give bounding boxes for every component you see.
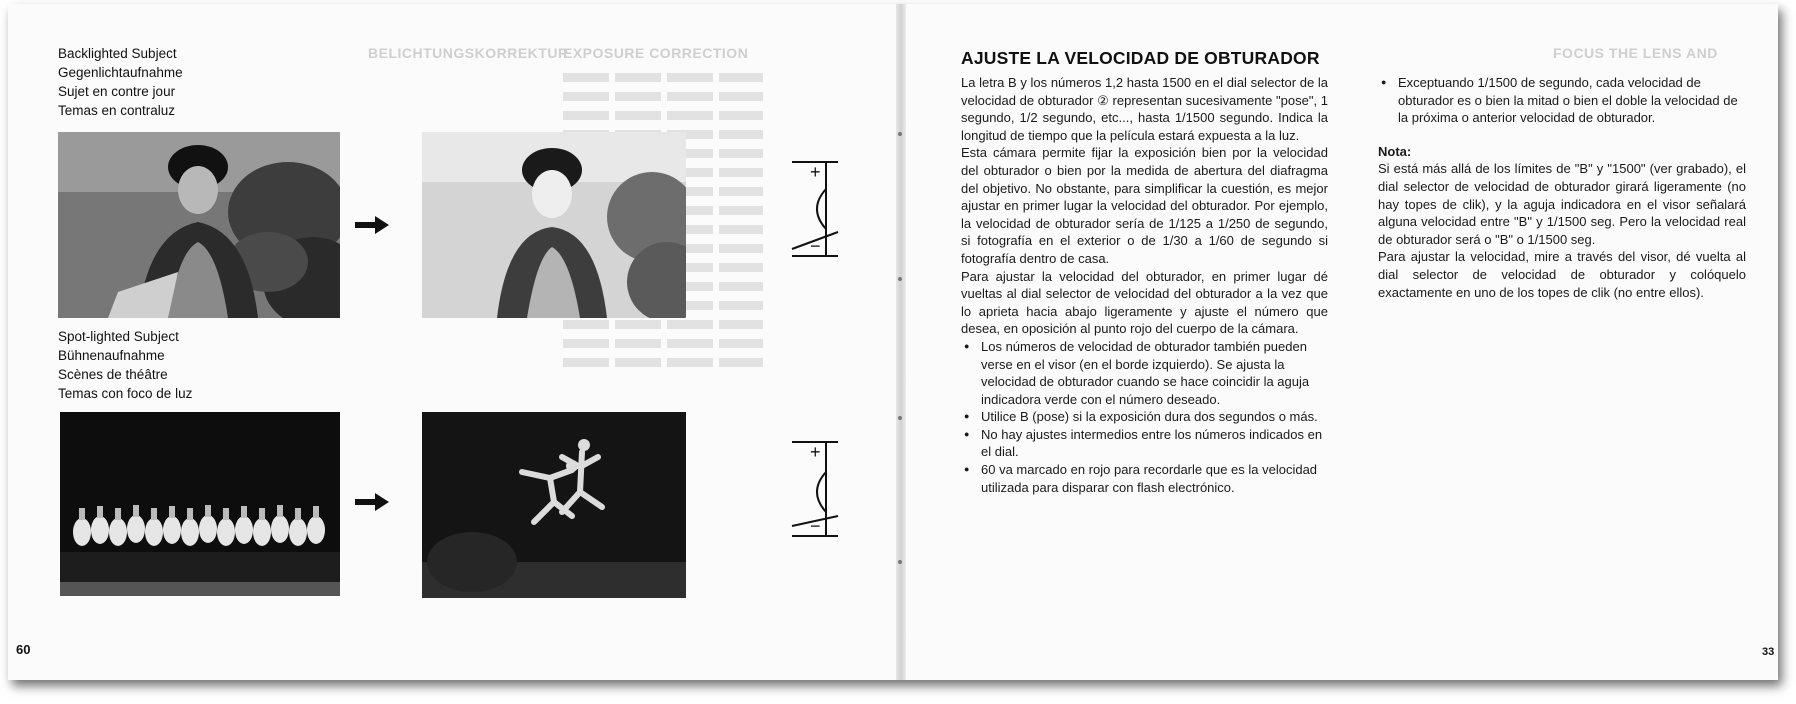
list-item: ● No hay ajustes intermedios entre los números indicados en el dial. (961, 426, 1328, 461)
caption-spot-lighted: Spot-lighted Subject Bühnenaufnahme Scènes de théâtre Temas con foco de luz (58, 329, 193, 401)
binding-dot (898, 416, 902, 420)
paragraph: La letra B y los números 1,2 hasta 1500 en el dial selector de la velocidad de obturador ② representan sucesivamente "pose", 1 segundo, 1/2 segundo, etc..., hasta 1/1500 segundo. Indica la longitud de tiempo que la película estará expuesta a la luz. (961, 75, 1328, 143)
note-label: Nota: (1378, 143, 1412, 159)
paragraph: Esta cámara permite fijar la exposición bien por la velocidad del obturador o bien por la medida de abertura del diafragma del objetivo. No obstante, para simplificar la cuestión, es mejor ajustar en primer lugar la velocidad del obturador. Por ejemplo, la velocidad de obturador sería de 1/125 a 1/250 de segundo, si fotografía en el exterior o de 1/30 a 1/60 de segundo si fotografía dentro de casa. (961, 145, 1328, 266)
plus-symbol: + (810, 162, 821, 182)
book-spread (8, 4, 1778, 680)
ghost-heading: FOCUS THE LENS AND (1553, 45, 1718, 61)
book-gutter (896, 4, 906, 680)
arrow-right-icon (353, 491, 391, 513)
ghost-heading: BELICHTUNGSKORREKTUR (368, 45, 569, 61)
bullet-list (961, 338, 1328, 496)
caption-backlighted: Backlighted Subject Gegenlichtaufnahme Sujet en contre jour Temas en contraluz (58, 46, 183, 118)
bleed-through-text (368, 44, 569, 63)
stage-photo-after (422, 412, 686, 598)
note-text: Si está más allá de los límites de "B" y "1500" (ver grabado), el dial selector de velocidad de obturador girará ligeramente (no hay topes de clik), y la aguja indicadora en el visor señalará alguna velocidad entre "B" y 1/1500 seg. Pero la velocidad real de obturador será o "B" o 1/1500 seg. (1378, 161, 1746, 247)
exposure-correction-scale-icon (786, 154, 846, 264)
main-text-column (961, 74, 1328, 496)
side-text-column (1378, 74, 1746, 301)
stage-photo-before (60, 412, 340, 596)
binding-dot (898, 560, 902, 564)
page-number-right: 33 (1762, 646, 1775, 658)
backlit-photo-before (58, 132, 340, 318)
binding-dot (898, 277, 902, 281)
page-title: AJUSTE LA VELOCIDAD DE OBTURADOR (961, 48, 1320, 68)
arrow-right-icon (353, 214, 391, 236)
list-item: ● Exceptuando 1/1500 de segundo, cada velocidad de obturador es o bien la mitad o bien el doble la velocidad de la próxima o anterior velocidad de obturador. (1378, 74, 1746, 127)
exposure-correction-scale-icon (786, 434, 846, 544)
list-item: ● Utilice B (pose) si la exposición dura dos segundos o más. (961, 408, 1328, 426)
minus-symbol: − (810, 236, 821, 256)
backlit-photo-after (422, 132, 686, 318)
ghost-heading: EXPOSURE CORRECTION (563, 45, 749, 61)
note-text: Para ajustar la velocidad, mire a través del visor, dé vuelta al dial selector de velocidad de obturador y colóquelo exactamente en uno de los topes de clik (no entre ellos). (1378, 249, 1746, 300)
list-item: ● 60 va marcado en rojo para recordarle que es la velocidad utilizada para disparar con flash electrónico. (961, 461, 1328, 496)
minus-symbol: − (810, 516, 821, 536)
list-item: ● Los números de velocidad de obturador también pueden verse en el visor (en el borde izquierdo). Se ajusta la velocidad de obturador cuando se hace coincidir la aguja indicadora verde con el número deseado. (961, 338, 1328, 408)
plus-symbol: + (810, 442, 821, 462)
bleed-through-text (1553, 44, 1753, 63)
bullet-list (1378, 74, 1746, 127)
page-number-left: 60 (16, 642, 31, 657)
binding-dot (898, 132, 902, 136)
paragraph: Para ajustar la velocidad del obturador, en primer lugar dé vueltas al dial selector de velocidad del obturador a la vez que lo aprieta hacia abajo ligeramente y ajuste el número que desea, en oposición al punto rojo del cuerpo de la cámara. (961, 268, 1328, 337)
